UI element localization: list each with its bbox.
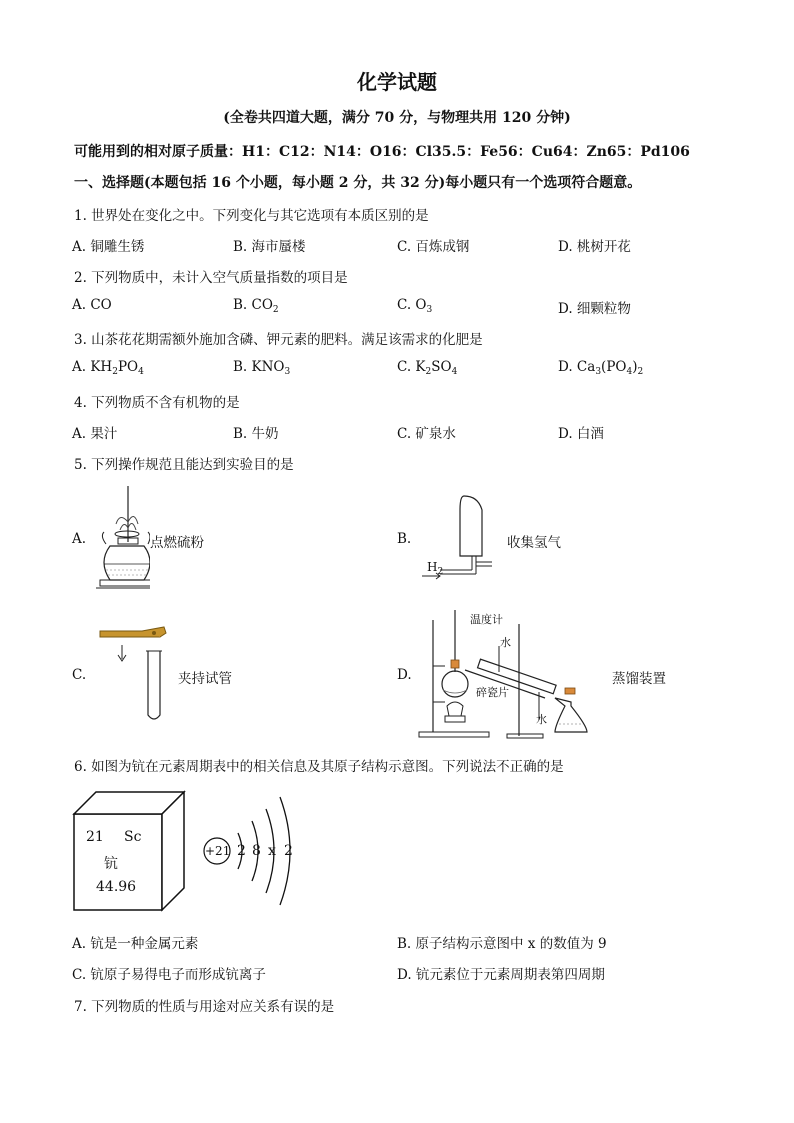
q5-option-c-label: 夹持试管 [178,671,232,687]
q5-option-b-letter[interactable]: B. [397,531,412,547]
test-tube-holder-diagram [98,625,172,725]
q3-option-d[interactable]: D. $Ca_3(PO_4)_2$ [558,359,644,377]
q2-stem: 2. 下列物质中，未计入空气质量指数的项目是 [74,270,348,286]
shell-3-electrons: x [268,843,276,859]
q6-stem: 6. 如图为钪在元素周期表中的相关信息及其原子结构示意图。下列说法不正确的是 [74,759,564,775]
q6-option-d[interactable]: D. 钪元素位于元素周期表第四周期 [397,967,605,983]
q1-option-c[interactable]: C. 百炼成钢 [397,239,470,255]
atomic-mass: 44.96 [96,879,137,895]
q2-option-c[interactable]: C. $O_3$ [397,297,433,315]
q3-option-a[interactable]: A. $KH_2PO_4$ [72,359,144,377]
shell-2-electrons: 8 [252,843,261,859]
q3-option-b[interactable]: B. $KNO_3$ [233,359,291,377]
exam-subtitle: (全卷共四道大题，满分 70 分，与物理共用 120 分钟) [223,110,571,126]
q7-stem: 7. 下列物质的性质与用途对应关系有误的是 [74,999,335,1015]
nucleus-charge: +21 [205,844,231,858]
q2-option-a[interactable]: A. CO [72,297,112,313]
q4-option-b[interactable]: B. 牛奶 [233,426,279,442]
q4-stem: 4. 下列物质不含有机物的是 [74,395,240,411]
q5-option-d-label: 蒸馏装置 [612,671,666,687]
q1-option-b[interactable]: B. 海市蜃楼 [233,239,306,255]
q4-option-d[interactable]: D. 白酒 [558,426,604,442]
q2-option-b[interactable]: B. $CO_2$ [233,297,279,315]
element-symbol: Sc [124,829,142,845]
q4-option-a[interactable]: A. 果汁 [72,426,118,442]
shell-1-electrons: 2 [237,843,246,859]
periodic-table-cell [72,790,188,914]
page-title: 化学试题 [357,70,437,94]
hydrogen-gas-label: $H_2$ [427,560,444,577]
atomic-number: 21 [86,829,104,845]
q3-stem: 3. 山茶花花期需额外施加含磷、钾元素的肥料。满足该需求的化肥是 [74,332,483,348]
q1-option-d[interactable]: D. 桃树开花 [558,239,631,255]
water-inlet-label: 水 [500,636,511,649]
q1-stem: 1. 世界处在变化之中。下列变化与其它选项有本质区别的是 [74,208,429,224]
q5-option-d-letter[interactable]: D. [397,667,412,683]
water-outlet-label: 水 [536,713,547,726]
atomic-masses-line: 可能用到的相对原子质量：H1：C12：N14：O16：Cl35.5：Fe56：Cu64：Zn65：Pd106 [74,144,690,160]
q6-option-c[interactable]: C. 钪原子易得电子而形成钪离子 [72,967,266,983]
q6-option-a[interactable]: A. 钪是一种金属元素 [72,936,199,952]
distillation-apparatus-diagram [415,606,610,742]
q2-option-d[interactable]: D. 细颗粒物 [558,301,631,317]
element-name: 钪 [104,856,118,872]
thermometer-label: 温度计 [470,613,503,626]
q4-option-c[interactable]: C. 矿泉水 [397,426,456,442]
q5-option-c-letter[interactable]: C. [72,667,87,683]
porcelain-chips-label: 碎瓷片 [476,686,509,699]
q3-option-c[interactable]: C. $K_2SO_4$ [397,359,458,377]
q5-stem: 5. 下列操作规范且能达到实验目的是 [74,457,294,473]
q5-option-a-letter[interactable]: A. [72,531,87,547]
section-heading: 一、选择题(本题包括 16 个小题，每小题 2 分，共 32 分)每小题只有一个选项符合题意。 [74,175,642,191]
q1-option-a[interactable]: A. 铜雕生锈 [72,239,145,255]
q5-option-a-label: 点燃硫粉 [150,535,204,551]
q5-option-b-label: 收集氢气 [507,535,561,551]
q6-option-b[interactable]: B. 原子结构示意图中 x 的数值为 9 [397,936,607,952]
burning-sulfur-diagram [90,484,150,596]
shell-4-electrons: 2 [284,843,293,859]
